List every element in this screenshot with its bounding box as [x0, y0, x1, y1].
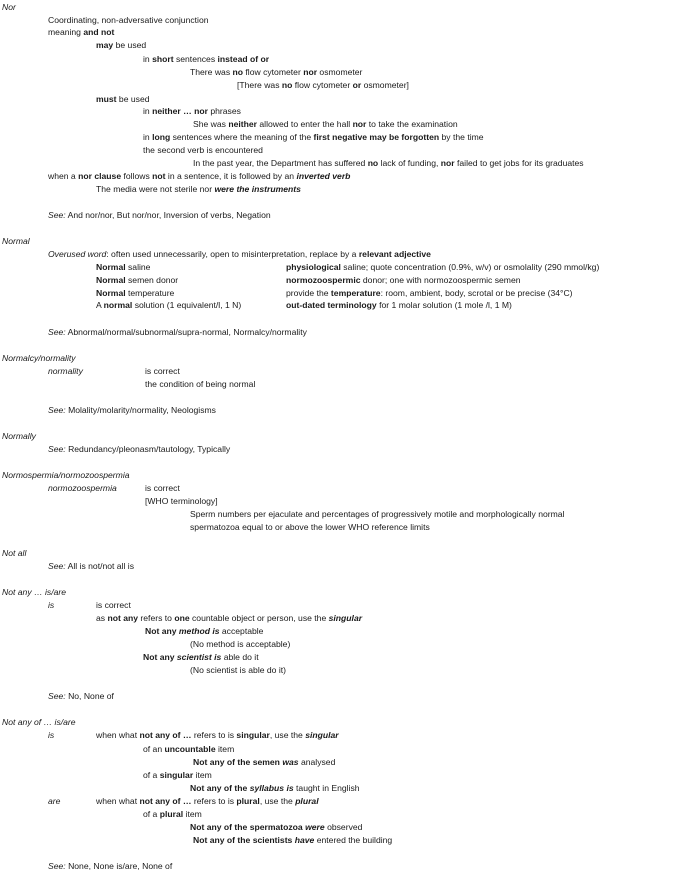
usage-line: in short sentences instead of or: [143, 54, 270, 64]
term-cell: Normal saline: [96, 262, 151, 272]
see-also: See: None, None is/are, None of: [48, 861, 173, 871]
term: normozoospermia: [48, 483, 117, 493]
term: is: [48, 600, 55, 610]
entry-heading: Nor: [2, 2, 16, 12]
term: are: [48, 796, 61, 806]
usage-line: as not any refers to one countable object or person, use the singular: [96, 613, 363, 623]
usage-line: of an uncountable item: [143, 744, 235, 754]
example-line: Not any of the spermatozoa were observed: [190, 822, 363, 832]
definition: Coordinating, non-adversative conjunction: [48, 15, 209, 25]
note: is correct: [145, 366, 180, 376]
entry-heading: Normal: [2, 236, 30, 246]
example-line: Not any method is acceptable: [145, 626, 264, 636]
note: [WHO terminology]: [145, 496, 218, 506]
see-also: See: And nor/nor, But nor/nor, Inversion of verbs, Negation: [48, 210, 271, 220]
usage-line: of a singular item: [143, 770, 212, 780]
see-also: See: No, None of: [48, 691, 114, 701]
replacement-cell: normozoospermic donor; one with normozoospermic semen: [286, 275, 521, 285]
usage-line: when a nor clause follows not in a sentence, it is followed by an inverted verb: [48, 171, 351, 181]
example-line: Not any scientist is able do it: [143, 652, 259, 662]
replacement-cell: provide the temperature: room, ambient, body, scrotal or be precise (34°C): [286, 288, 573, 298]
definition: spermatozoa equal to or above the lower WHO reference limits: [190, 522, 430, 532]
term-cell: Normal temperature: [96, 288, 175, 298]
example-line: Not any of the scientists have entered the building: [193, 835, 393, 845]
see-also: See: Abnormal/normal/subnormal/supra-normal, Normalcy/normality: [48, 327, 307, 337]
usage-line: in long sentences where the meaning of the first negative may be forgotten by the time: [143, 132, 484, 142]
note: is correct: [96, 600, 131, 610]
example-line: Not any of the semen was analysed: [193, 757, 336, 767]
note: the condition of being normal: [145, 379, 256, 389]
entry-heading: Normally: [2, 431, 36, 441]
usage-line: the second verb is encountered: [143, 145, 263, 155]
see-also: See: Redundancy/pleonasm/tautology, Typically: [48, 444, 231, 454]
replacement-cell: out-dated terminology for 1 molar solution (1 mole /l, 1 M): [286, 300, 512, 310]
entry-heading: Not all: [2, 548, 27, 558]
entry-heading: Normospermia/normozoospermia: [2, 470, 130, 480]
definition: Sperm numbers per ejaculate and percentages of progressively motile and morphologically normal: [190, 509, 565, 519]
usage-line: of a plural item: [143, 809, 202, 819]
usage-line: in neither … nor phrases: [143, 106, 241, 116]
term: is: [48, 730, 55, 740]
term-cell: Normal semen donor: [96, 275, 179, 285]
entry-heading: Not any of … is/are: [2, 717, 76, 727]
note: is correct: [145, 483, 180, 493]
example-line: The media were not sterile nor were the instruments: [96, 184, 301, 194]
example-line: (No method is acceptable): [190, 639, 291, 649]
see-also: See: Molality/molarity/normality, Neologisms: [48, 405, 216, 415]
entry-heading: Normalcy/normality: [2, 353, 76, 363]
term-cell: A normal solution (1 equivalent/l, 1 N): [96, 300, 242, 310]
term: normality: [48, 366, 83, 376]
example-line: She was neither allowed to enter the hall nor to take the examination: [193, 119, 458, 129]
replacement-cell: physiological saline; quote concentration (0.9%, w/v) or osmolality (290 mmol/kg): [286, 262, 600, 272]
see-also: See: All is not/not all is: [48, 561, 134, 571]
usage-line: when what not any of … refers to is singular, use the singular: [96, 730, 339, 740]
meaning-line: meaning and not: [48, 27, 115, 37]
example-line: (No scientist is able do it): [190, 665, 286, 675]
example-line: In the past year, the Department has suffered no lack of funding, nor failed to get jobs for its graduates: [193, 158, 584, 168]
usage-line: may be used: [96, 40, 147, 50]
entry-heading: Not any … is/are: [2, 587, 66, 597]
example-line: Not any of the syllabus is taught in English: [190, 783, 360, 793]
usage-line: when what not any of … refers to is plural, use the plural: [96, 796, 319, 806]
definition: Overused word: often used unnecessarily, open to misinterpretation, replace by a relevant adjective: [48, 249, 431, 259]
usage-line: must be used: [96, 94, 150, 104]
example-line: There was no flow cytometer nor osmometer: [190, 67, 363, 77]
example-line: [There was no flow cytometer or osmometer]: [237, 80, 409, 90]
